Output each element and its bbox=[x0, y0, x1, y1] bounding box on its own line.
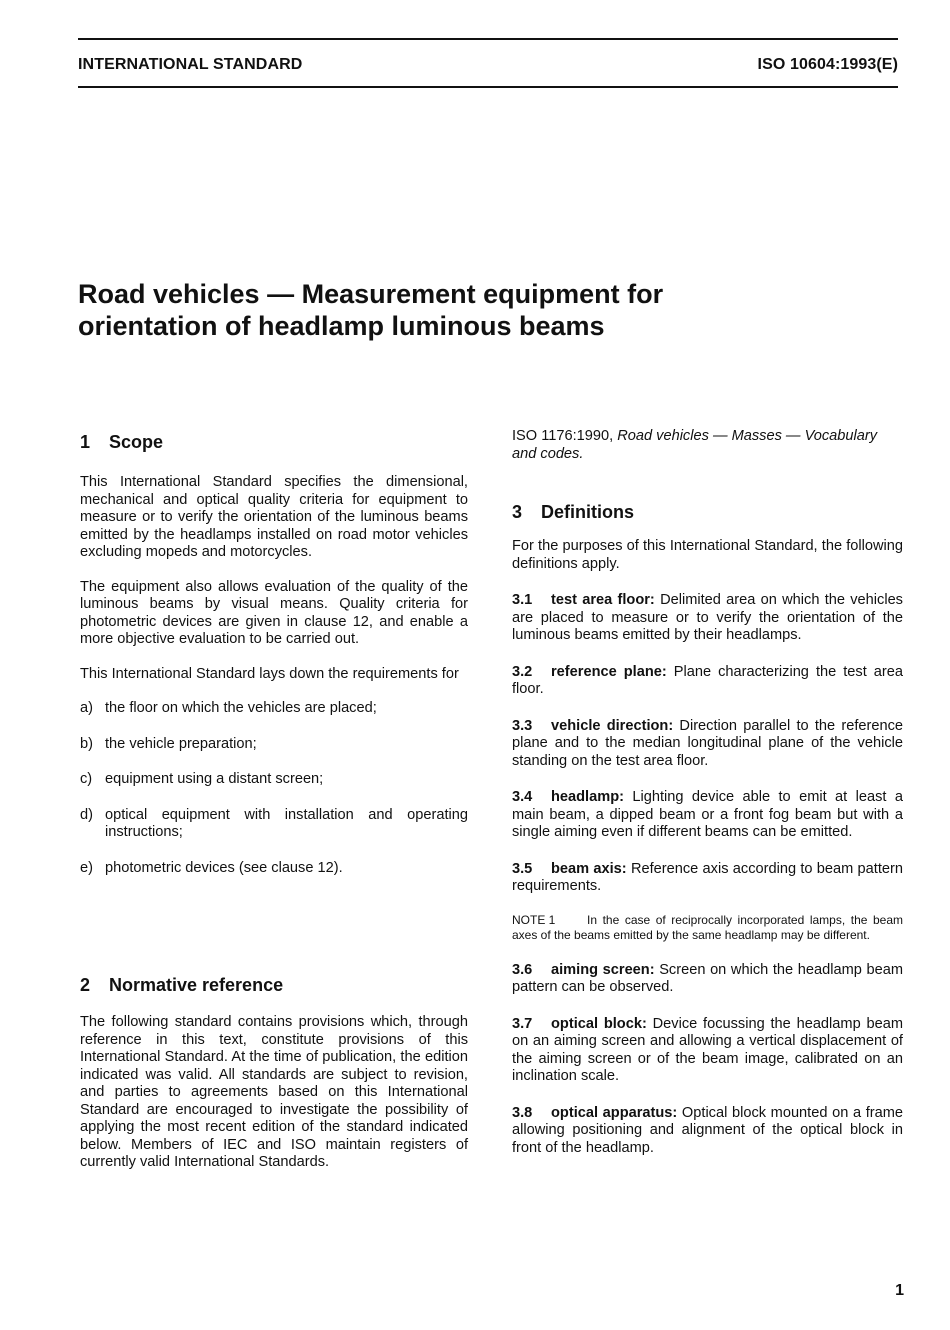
note bbox=[512, 913, 903, 943]
definitions-intro: For the purposes of this International Standard, the following definitions apply. bbox=[512, 538, 903, 572]
list-text: the floor on which the vehicles are placed; bbox=[105, 700, 377, 716]
definition-number: 3.5 bbox=[512, 860, 533, 877]
definition-item bbox=[512, 718, 903, 771]
document-title bbox=[78, 278, 898, 342]
note-text: In the case of reciprocally incorporated lamps, the beam axes of the beams emitted by the same headlamp may be different. bbox=[512, 912, 903, 942]
title-line-2: orientation of headlamp luminous beams bbox=[78, 311, 605, 341]
definition-item bbox=[512, 962, 903, 997]
section-title: Scope bbox=[109, 432, 164, 452]
scope-list-item bbox=[80, 736, 468, 754]
definition-item bbox=[512, 1105, 903, 1158]
definition-term: beam axis: bbox=[551, 860, 627, 877]
section-title: Normative reference bbox=[109, 975, 284, 995]
page-number: 1 bbox=[895, 1282, 904, 1299]
left-column bbox=[80, 431, 468, 1172]
section-heading-scope bbox=[80, 431, 468, 453]
section-heading-definitions bbox=[512, 501, 903, 523]
reference-code: ISO 1176:1990, bbox=[512, 428, 614, 444]
title-line-1: Road vehicles — Measurement equipment for bbox=[78, 279, 664, 309]
section-number: 2 bbox=[80, 975, 91, 995]
section-number: 1 bbox=[80, 432, 91, 452]
definition-item bbox=[512, 789, 903, 842]
definition-number: 3.2 bbox=[512, 663, 533, 680]
list-label: b) bbox=[80, 735, 93, 752]
definition-item bbox=[512, 592, 903, 645]
definition-number: 3.8 bbox=[512, 1104, 533, 1121]
list-text: optical equipment with installation and operating instructions; bbox=[105, 806, 468, 840]
list-label: d) bbox=[80, 806, 93, 823]
scope-list-item bbox=[80, 807, 468, 842]
section-number: 3 bbox=[512, 502, 523, 522]
definition-term: test area floor: bbox=[551, 592, 655, 608]
definition-term: reference plane: bbox=[551, 663, 667, 680]
definition-number: 3.6 bbox=[512, 961, 533, 978]
scope-paragraph-3: This International Standard lays down the requirements for bbox=[80, 665, 459, 682]
header-standard-number: ISO 10604:1993(E) bbox=[757, 56, 898, 73]
scope-list-item bbox=[80, 771, 468, 789]
definition-item bbox=[512, 861, 903, 896]
definition-text: Plane characterizing the test area floor. bbox=[512, 663, 903, 697]
reference-title: Road vehicles — Masses — Vocabulary and codes. bbox=[512, 428, 878, 462]
section-title: Definitions bbox=[541, 502, 634, 522]
list-text: equipment using a distant screen; bbox=[105, 771, 324, 787]
list-text: photometric devices (see clause 12). bbox=[105, 859, 343, 876]
right-column bbox=[512, 428, 903, 1157]
list-label: e) bbox=[80, 859, 93, 876]
scope-list-item bbox=[80, 700, 468, 718]
list-label: a) bbox=[80, 700, 93, 716]
section-heading-normative-reference bbox=[80, 974, 468, 996]
definition-number: 3.4 bbox=[512, 789, 533, 805]
definition-text: Direction parallel to the reference plane and to the median longitudinal plane of the vehicle standing on the test area floor. bbox=[512, 717, 903, 769]
definition-number: 3.1 bbox=[512, 592, 533, 608]
definition-text: Lighting device able to emit at least a main beam, a dipped beam or a front fog beam but with a single aiming even if different beams can be emitted. bbox=[512, 789, 903, 840]
header-document-type: INTERNATIONAL STANDARD bbox=[78, 56, 303, 73]
definition-number: 3.3 bbox=[512, 717, 533, 734]
scope-paragraph-1: This International Standard specifies the dimensional, mechanical and optical quality criteria for equipment to measure or to verify the orientation of the luminous beams emitted by the headlamps installed on road motor vehicles excluding mopeds and motorcycles. bbox=[80, 474, 468, 560]
scope-paragraph-2: The equipment also allows evaluation of the quality of the luminous beams by visual means. Quality criteria for photometric devices are given in clause 12, and enable a more objective evaluation to be carried out. bbox=[80, 578, 468, 647]
list-label: c) bbox=[80, 771, 93, 787]
definition-item bbox=[512, 664, 903, 699]
definition-number: 3.7 bbox=[512, 1015, 533, 1032]
definition-term: optical apparatus: bbox=[551, 1104, 678, 1121]
definition-text: Optical block mounted on a frame allowing positioning and alignment of the optical block in front of the headlamp. bbox=[512, 1104, 903, 1156]
header-top-rule bbox=[78, 38, 898, 40]
header-bottom-rule bbox=[78, 86, 898, 88]
definition-text: Reference axis according to beam pattern requirements. bbox=[512, 860, 903, 894]
note-label: NOTE 1 bbox=[512, 912, 556, 927]
definition-text: Device focussing the headlamp beam on an aiming screen and allowing a vertical displacement of the aiming screen or of the beam image, calibrated on an inclination scale. bbox=[512, 1015, 903, 1084]
list-text: the vehicle preparation; bbox=[105, 735, 257, 752]
definition-term: optical block: bbox=[551, 1015, 647, 1032]
normative-reference-entry bbox=[512, 428, 903, 463]
definition-item bbox=[512, 1016, 903, 1086]
definition-term: aiming screen: bbox=[551, 961, 655, 978]
definition-text: Screen on which the headlamp beam pattern can be observed. bbox=[512, 961, 903, 995]
definition-term: headlamp: bbox=[551, 789, 624, 805]
normative-paragraph: The following standard contains provisions which, through reference in this text, constitute provisions of this International Standard. At the time of publication, the edition indicated was valid. All standards are subject to revision, and parties to agreements based on this International Standard are encouraged to investigate the possibility of applying the most recent edition of the standard indicated below. Members of IEC and ISO maintain registers of currently valid International Standards. bbox=[80, 1014, 468, 1170]
scope-list-item bbox=[80, 860, 468, 878]
definition-text: Delimited area on which the vehicles are placed to measure or to verify the orientation of the luminous beams emitted by their headlamps. bbox=[512, 592, 903, 643]
definition-term: vehicle direction: bbox=[551, 717, 674, 734]
